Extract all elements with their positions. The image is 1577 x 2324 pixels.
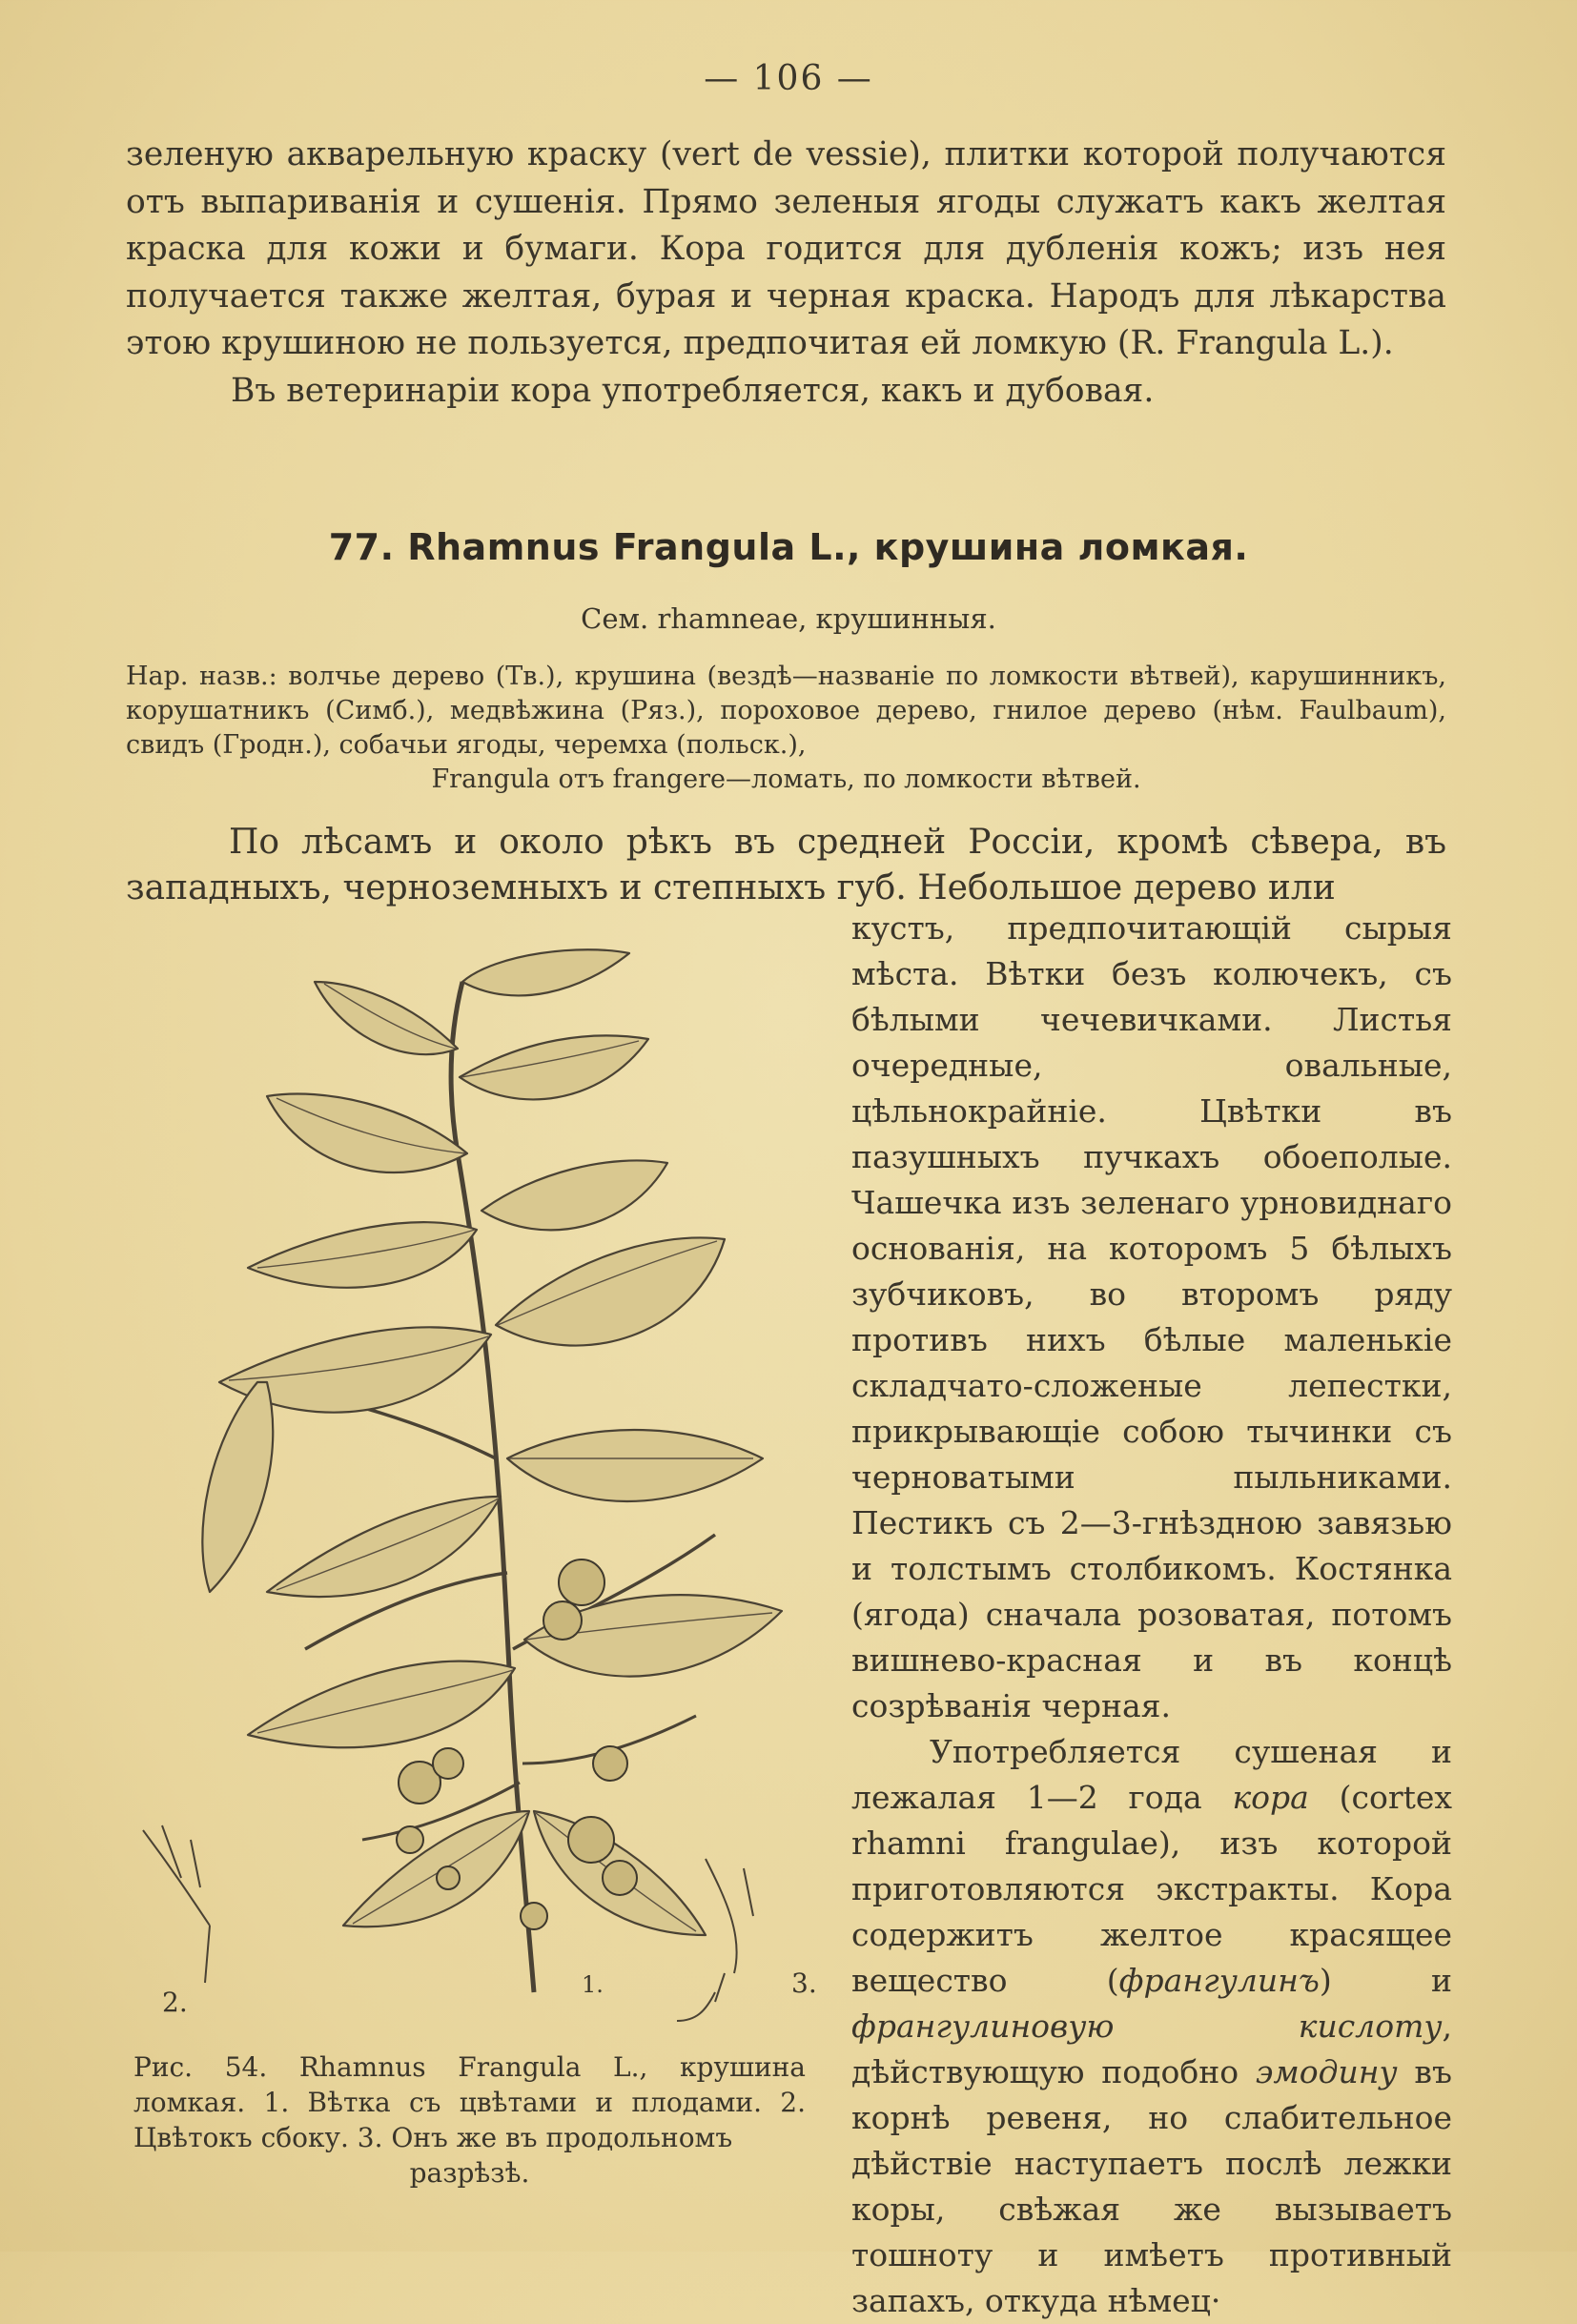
term-frangulinic-acid: франгулиновую кислоту: [851, 2008, 1443, 2045]
paragraph: зеленую акварельную краску (vert de vessie), плитки которой получаются отъ выпариванія и сушенія. Прямо зеленыя ягоды служатъ какъ желтая краска для кожи и бумаги. Кора годится для дубленія кожъ; изъ нея получается также желтая, бурая и черная краска. Народъ для лѣкарства этою крушиною не пользуется, предпочитая ей ломкую (R. Frangula L.).: [126, 135, 1446, 362]
section-heading: 77. Rhamnus Frangula L., крушина ломкая.: [328, 526, 1249, 568]
term-frangulin: франгулинъ: [1118, 1962, 1320, 1999]
usage-text: ) и: [1319, 1962, 1452, 1999]
description-column: [851, 906, 1452, 2324]
plant-illustration: [133, 925, 829, 2040]
common-names-etymology: Frangula отъ frangere—ломать, по ломкости вѣтвей.: [431, 764, 1141, 794]
continued-text: [126, 132, 1446, 415]
usage-text: (cortex rhamni frangulae), изъ которой приготовляются экстракты. Кора содержитъ желтое красящее вещество (: [851, 1779, 1453, 1999]
usage-paragraph: [851, 1729, 1452, 2324]
figure-caption: [133, 2049, 806, 2191]
paragraph: Въ ветеринаріи кора употребляется, какъ и дубовая.: [231, 371, 1155, 410]
figure-label-3: 3.: [791, 1967, 817, 1999]
caption-last-line: разрѣзѣ.: [409, 2157, 530, 2189]
common-names: [126, 660, 1446, 797]
caption-text: Рис. 54. Rhamnus Frangula L., крушина ломкая. 1. Вѣтка съ цвѣтами и плодами. 2. Цвѣтокъ сбоку. 3. Онъ же въ продольномъ: [133, 2051, 806, 2153]
usage-text: Употребляется сушеная и лежалая 1—2 года: [851, 1733, 1452, 1816]
page-number: — 106 —: [704, 59, 873, 98]
usage-text: въ корнѣ ревеня, но слабительное дѣйствіе наступаетъ послѣ лежки коры, свѣжая же вызываетъ тошноту и имѣетъ противный запахъ, откуда нѣмец·: [851, 2053, 1452, 2319]
description-paragraph: кустъ, предпочитающій сырыя мѣста. Вѣтки безъ колючекъ, съ бѣлыми чечевичками. Листья очередные, овальные, цѣльнокрайніе. Цвѣтки въ пазушныхъ пучкахъ обоеполые. Чашечка изъ зеленаго урновиднаго основанія, на которомъ 5 бѣлыхъ зубчиковъ, во второмъ ряду противъ нихъ бѣлые маленькіе складчато-сложеные лепестки, прикрывающіе собою тычинки съ черноватыми пыльниками. Пестикъ съ 2—3-гнѣздною завязью и толстымъ столбикомъ. Костянка (ягода) сначала розоватая, потомъ вишнево-красная и въ концѣ созрѣванія черная.: [851, 909, 1452, 1724]
habitat-intro: [126, 820, 1446, 911]
term-emodin: эмодину: [1255, 2053, 1398, 2090]
figure-label-1: 1.: [582, 1971, 604, 1998]
plant-family: Сем. rhamneae, крушинныя.: [581, 602, 996, 635]
frangula-branch-drawing: [133, 925, 829, 2040]
paragraph: По лѣсамъ и около рѣкъ въ средней Россіи, кромѣ сѣвера, въ западныхъ, черноземныхъ и степныхъ губ. Небольшое дерево или: [126, 823, 1446, 907]
common-names-text: Нар. назв.: волчье дерево (Тв.), крушина (вездѣ—названіе по ломкости вѣтвей), карушинникъ, корушатникъ (Симб.), медвѣжина (Ряз.), пороховое дерево, гнилое дерево (нѣм. Faulbaum), свидъ (Гродн.), собачьи ягоды, черемха (польск.),: [126, 662, 1446, 760]
figure-label-2: 2.: [162, 1987, 188, 2018]
usage-text: , дѣйствующую подобно: [851, 2008, 1452, 2090]
term-kora: кора: [1232, 1779, 1309, 1816]
